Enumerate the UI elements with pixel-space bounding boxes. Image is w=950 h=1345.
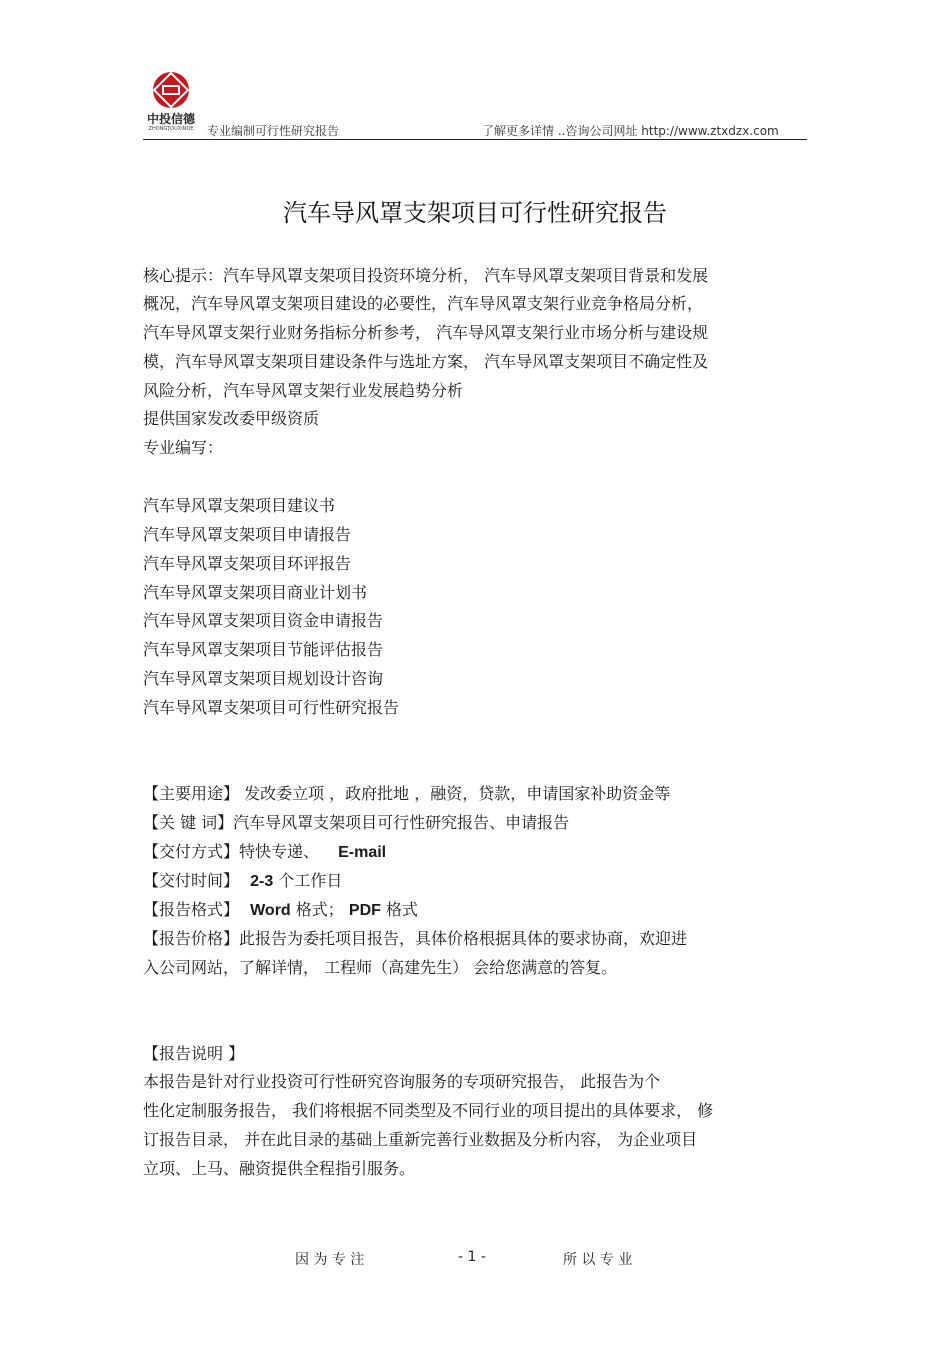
format-word: Word [250, 902, 291, 919]
report-type-item: 汽车导风罩支架项目资金申请报告 [143, 611, 384, 630]
report-type-item: 汽车导风罩支架项目可行性研究报告 [143, 698, 400, 717]
report-type-item: 汽车导风罩支架项目商业计划书 [143, 583, 368, 602]
delivery-line [143, 842, 386, 863]
format-line [143, 900, 418, 921]
description-line: 性化定制服务报告， 我们将根据不同类型及不同行业的项目提出的具体要求， 修 [143, 1101, 714, 1120]
time-value: 2-3 [250, 873, 274, 890]
core-tip-line: 概况，汽车导风罩支架项目建设的必要性，汽车导风罩支架行业竞争格局分析， [143, 294, 704, 313]
report-type-item: 汽车导风罩支架项目环评报告 [143, 554, 352, 573]
core-tip-line: 核心提示：汽车导风罩支架项目投资环境分析， 汽车导风罩支架项目背景和发展 [143, 266, 709, 285]
description-line: 本报告是针对行业投资可行性研究咨询服务的专项研究报告， 此报告为个 [143, 1072, 661, 1091]
compile-label: 专业编写： [143, 438, 224, 457]
core-tip-line: 模，汽车导风罩支架项目建设条件与选址方案， 汽车导风罩支架项目不确定性及 [143, 352, 709, 371]
document-title: 汽车导风罩支架项目可行性研究报告 [283, 199, 667, 227]
page-number: - 1 - [458, 1249, 486, 1265]
price-line: 入公司网站，了解详情， 工程师（高建先生） 会给您满意的答复。 [143, 958, 618, 977]
keywords-line: 【关 键 词】汽车导风罩支架项目可行性研究报告、申请报告 [143, 813, 570, 832]
delivery-label: 【交付方式】特快专递、 [143, 842, 320, 861]
delivery-email: E-mail [338, 844, 387, 861]
report-type-item: 汽车导风罩支架项目申请报告 [143, 525, 352, 544]
price-line: 【报告价格】此报告为委托项目报告，具体价格根据具体的要求协商，欢迎进 [143, 929, 688, 948]
format-pdf: PDF [348, 902, 381, 919]
header-divider [143, 139, 807, 140]
usage-line: 【主要用途】 发改委立项 ，政府批地 ，融资，贷款，申请国家补助资金等 [143, 784, 671, 803]
description-line: 订报告目录， 并在此目录的基础上重新完善行业数据及分析内容， 为企业项目 [143, 1130, 698, 1149]
header-tagline: 专业编制可行性研究报告 [207, 124, 340, 138]
time-label: 【交付时间】 [143, 871, 240, 890]
core-tip-line: 汽车导风罩支架行业财务指标分析参考， 汽车导风罩支架行业市场分析与建设规 [143, 323, 709, 342]
footer-right: 所 以 专 业 [563, 1252, 633, 1268]
delivery-time-line [143, 871, 342, 892]
description-heading: 【报告说明 】 [143, 1044, 245, 1063]
description-line: 立项、上马、融资提供全程指引服务。 [143, 1159, 416, 1178]
time-unit: 个工作日 [278, 871, 343, 890]
company-logo [143, 70, 199, 134]
logo-subtext: ZHONGTOUXINDE [148, 126, 194, 132]
logo-text: 中投信德 [146, 112, 195, 126]
report-type-item: 汽车导风罩支架项目建议书 [143, 496, 336, 515]
qualification-line: 提供国家发改委甲级资质 [143, 409, 320, 428]
core-tip-line: 风险分析，汽车导风罩支架行业发展趋势分析 [143, 381, 464, 400]
footer-left: 因 为 专 注 [295, 1252, 365, 1268]
header-contact: 了解更多详情 ..咨询公司网址 http://www.ztxdzx.com [482, 124, 779, 138]
report-type-item: 汽车导风罩支架项目规划设计咨询 [143, 669, 384, 688]
report-type-item: 汽车导风罩支架项目节能评估报告 [143, 640, 384, 659]
format-label: 【报告格式】 [143, 900, 240, 919]
format-end: 格式 [386, 900, 419, 919]
format-mid: 格式； [295, 900, 344, 919]
